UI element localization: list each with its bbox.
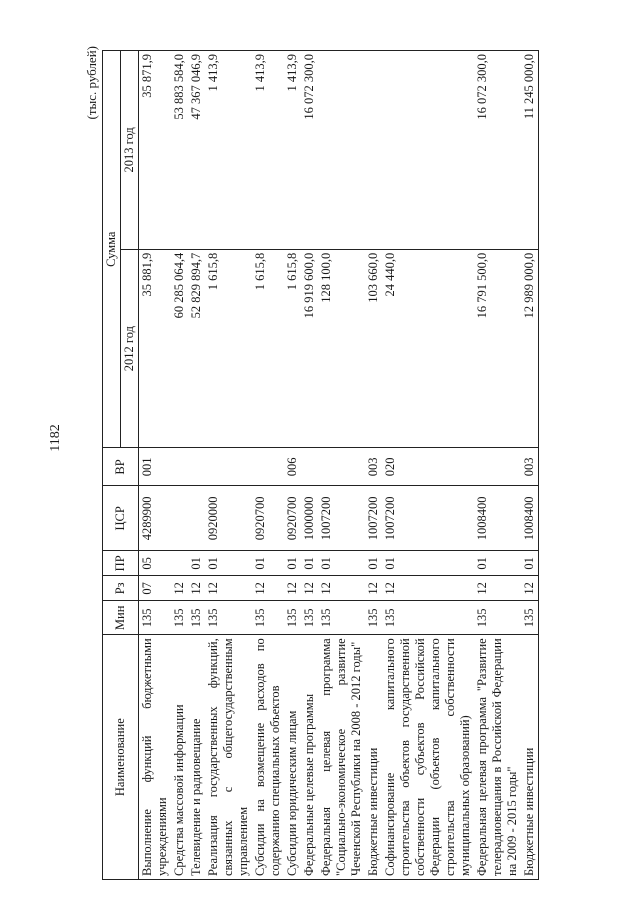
table-row — [205, 51, 252, 880]
table-body — [139, 51, 539, 880]
table-row — [284, 51, 301, 880]
cell-2012: 12 989 000,0 — [521, 249, 539, 448]
cell-min: 135 — [171, 601, 188, 635]
cell-min: 135 — [139, 601, 172, 635]
cell-rz: 12 — [284, 576, 301, 601]
cell-vr: 003 — [521, 448, 539, 486]
header-2013: 2013 год — [121, 51, 139, 250]
table-row — [382, 51, 474, 880]
header-vr: ВР — [103, 448, 139, 486]
cell-csr: 0920700 — [252, 486, 284, 551]
rotated-table-page — [84, 40, 579, 880]
cell-2013: 11 245 000,0 — [521, 51, 539, 250]
cell-2013: 1 413,9 — [252, 51, 284, 250]
cell-csr: 0920700 — [284, 486, 301, 551]
cell-2013: 16 072 300,0 — [301, 51, 318, 250]
cell-2012: 35 881,9 — [139, 249, 172, 448]
table-row — [188, 51, 205, 880]
cell-2013: 16 072 300,0 — [474, 51, 521, 250]
cell-min: 135 — [382, 601, 474, 635]
header-csr: ЦСР — [103, 486, 139, 551]
cell-2012: 103 660,0 — [365, 249, 382, 448]
cell-rz: 12 — [252, 576, 284, 601]
cell-pr: 01 — [284, 551, 301, 576]
cell-vr: 001 — [139, 448, 172, 486]
cell-csr: 0920000 — [205, 486, 252, 551]
cell-vr — [318, 448, 365, 486]
cell-name: Выполнение функций бюджетными учреждениями — [139, 635, 172, 880]
cell-2013 — [318, 51, 365, 250]
cell-vr — [301, 448, 318, 486]
cell-pr: 01 — [252, 551, 284, 576]
cell-name: Субсидии на возмещение расходов по содержанию специальных объектов — [252, 635, 284, 880]
cell-name: Средства массовой информации — [171, 635, 188, 880]
table-row — [365, 51, 382, 880]
cell-rz: 07 — [139, 576, 172, 601]
cell-pr: 05 — [139, 551, 172, 576]
cell-pr: 01 — [521, 551, 539, 576]
cell-name: Бюджетные инвестиции — [365, 635, 382, 880]
cell-rz: 12 — [205, 576, 252, 601]
page-number: 1182 — [48, 424, 63, 452]
table-row — [521, 51, 539, 880]
cell-csr: 1007200 — [318, 486, 365, 551]
cell-vr — [205, 448, 252, 486]
header-2012: 2012 год — [121, 249, 139, 448]
cell-name: Телевидение и радиовещание — [188, 635, 205, 880]
cell-pr: 01 — [205, 551, 252, 576]
table-row — [318, 51, 365, 880]
cell-2012: 1 615,8 — [205, 249, 252, 448]
cell-rz: 12 — [474, 576, 521, 601]
cell-min: 135 — [301, 601, 318, 635]
cell-2012: 16 919 600,0 — [301, 249, 318, 448]
cell-min: 135 — [365, 601, 382, 635]
cell-csr: 1007200 — [365, 486, 382, 551]
cell-min: 135 — [188, 601, 205, 635]
cell-rz: 12 — [301, 576, 318, 601]
cell-rz: 12 — [171, 576, 188, 601]
cell-2012: 52 829 894,7 — [188, 249, 205, 448]
budget-table — [102, 50, 539, 880]
cell-rz: 12 — [188, 576, 205, 601]
cell-vr: 003 — [365, 448, 382, 486]
cell-rz: 12 — [382, 576, 474, 601]
cell-name: Федеральная целевая программа "Развитие телерадиовещания в Российской Федерации на 2009 - 2015 годы" — [474, 635, 521, 880]
cell-2012: 16 791 500,0 — [474, 249, 521, 448]
cell-rz: 12 — [318, 576, 365, 601]
cell-2012: 24 440,0 — [382, 249, 474, 448]
cell-2012: 128 100,0 — [318, 249, 365, 448]
cell-csr: 1000000 — [301, 486, 318, 551]
cell-csr — [171, 486, 188, 551]
cell-name: Бюджетные инвестиции — [521, 635, 539, 880]
cell-2013: 1 413,9 — [205, 51, 252, 250]
cell-vr — [252, 448, 284, 486]
cell-min: 135 — [318, 601, 365, 635]
cell-rz: 12 — [365, 576, 382, 601]
cell-name: Федеральная целевая программа "Социально-экономическое развитие Чеченской Республики на 2008 - 2012 годы" — [318, 635, 365, 880]
cell-csr: 1008400 — [474, 486, 521, 551]
table-row — [171, 51, 188, 880]
cell-csr: 1008400 — [521, 486, 539, 551]
header-min: Мин — [103, 601, 139, 635]
cell-2012: 60 285 064,4 — [171, 249, 188, 448]
cell-pr: 01 — [382, 551, 474, 576]
table-row — [139, 51, 172, 880]
cell-2013 — [382, 51, 474, 250]
header-name: Наименование — [103, 635, 139, 880]
cell-min: 135 — [205, 601, 252, 635]
table-row — [474, 51, 521, 880]
cell-min: 135 — [284, 601, 301, 635]
cell-2013 — [365, 51, 382, 250]
cell-vr: 020 — [382, 448, 474, 486]
cell-name: Реализация государственных функций, связанных с общегосударственным управлением — [205, 635, 252, 880]
cell-pr: 01 — [474, 551, 521, 576]
cell-2012: 1 615,8 — [252, 249, 284, 448]
cell-rz: 12 — [521, 576, 539, 601]
cell-pr: 01 — [188, 551, 205, 576]
cell-min: 135 — [474, 601, 521, 635]
cell-min: 135 — [521, 601, 539, 635]
cell-vr: 006 — [284, 448, 301, 486]
cell-2012: 1 615,8 — [284, 249, 301, 448]
cell-name: Субсидии юридическим лицам — [284, 635, 301, 880]
cell-csr — [188, 486, 205, 551]
cell-name: Федеральные целевые программы — [301, 635, 318, 880]
cell-pr: 01 — [301, 551, 318, 576]
header-sum: Сумма — [103, 51, 121, 448]
units-note: (тыс. рублей) — [84, 46, 99, 120]
table-header — [103, 51, 139, 880]
cell-csr: 4289900 — [139, 486, 172, 551]
header-rz: Рз — [103, 576, 139, 601]
cell-2013: 35 871,9 — [139, 51, 172, 250]
table-row — [252, 51, 284, 880]
cell-2013: 47 367 046,9 — [188, 51, 205, 250]
cell-pr: 01 — [365, 551, 382, 576]
cell-min: 135 — [252, 601, 284, 635]
cell-vr — [171, 448, 188, 486]
table-row — [301, 51, 318, 880]
cell-2013: 1 413,9 — [284, 51, 301, 250]
cell-vr — [474, 448, 521, 486]
cell-pr — [171, 551, 188, 576]
header-pr: ПР — [103, 551, 139, 576]
cell-vr — [188, 448, 205, 486]
cell-name: Софинансирование капитального строительства объектов государственной собственности субъектов Российской Федерации (объектов капитального строительства собственности муниципальных образований) — [382, 635, 474, 880]
cell-pr: 01 — [318, 551, 365, 576]
cell-csr: 1007200 — [382, 486, 474, 551]
cell-2013: 53 883 584,0 — [171, 51, 188, 250]
